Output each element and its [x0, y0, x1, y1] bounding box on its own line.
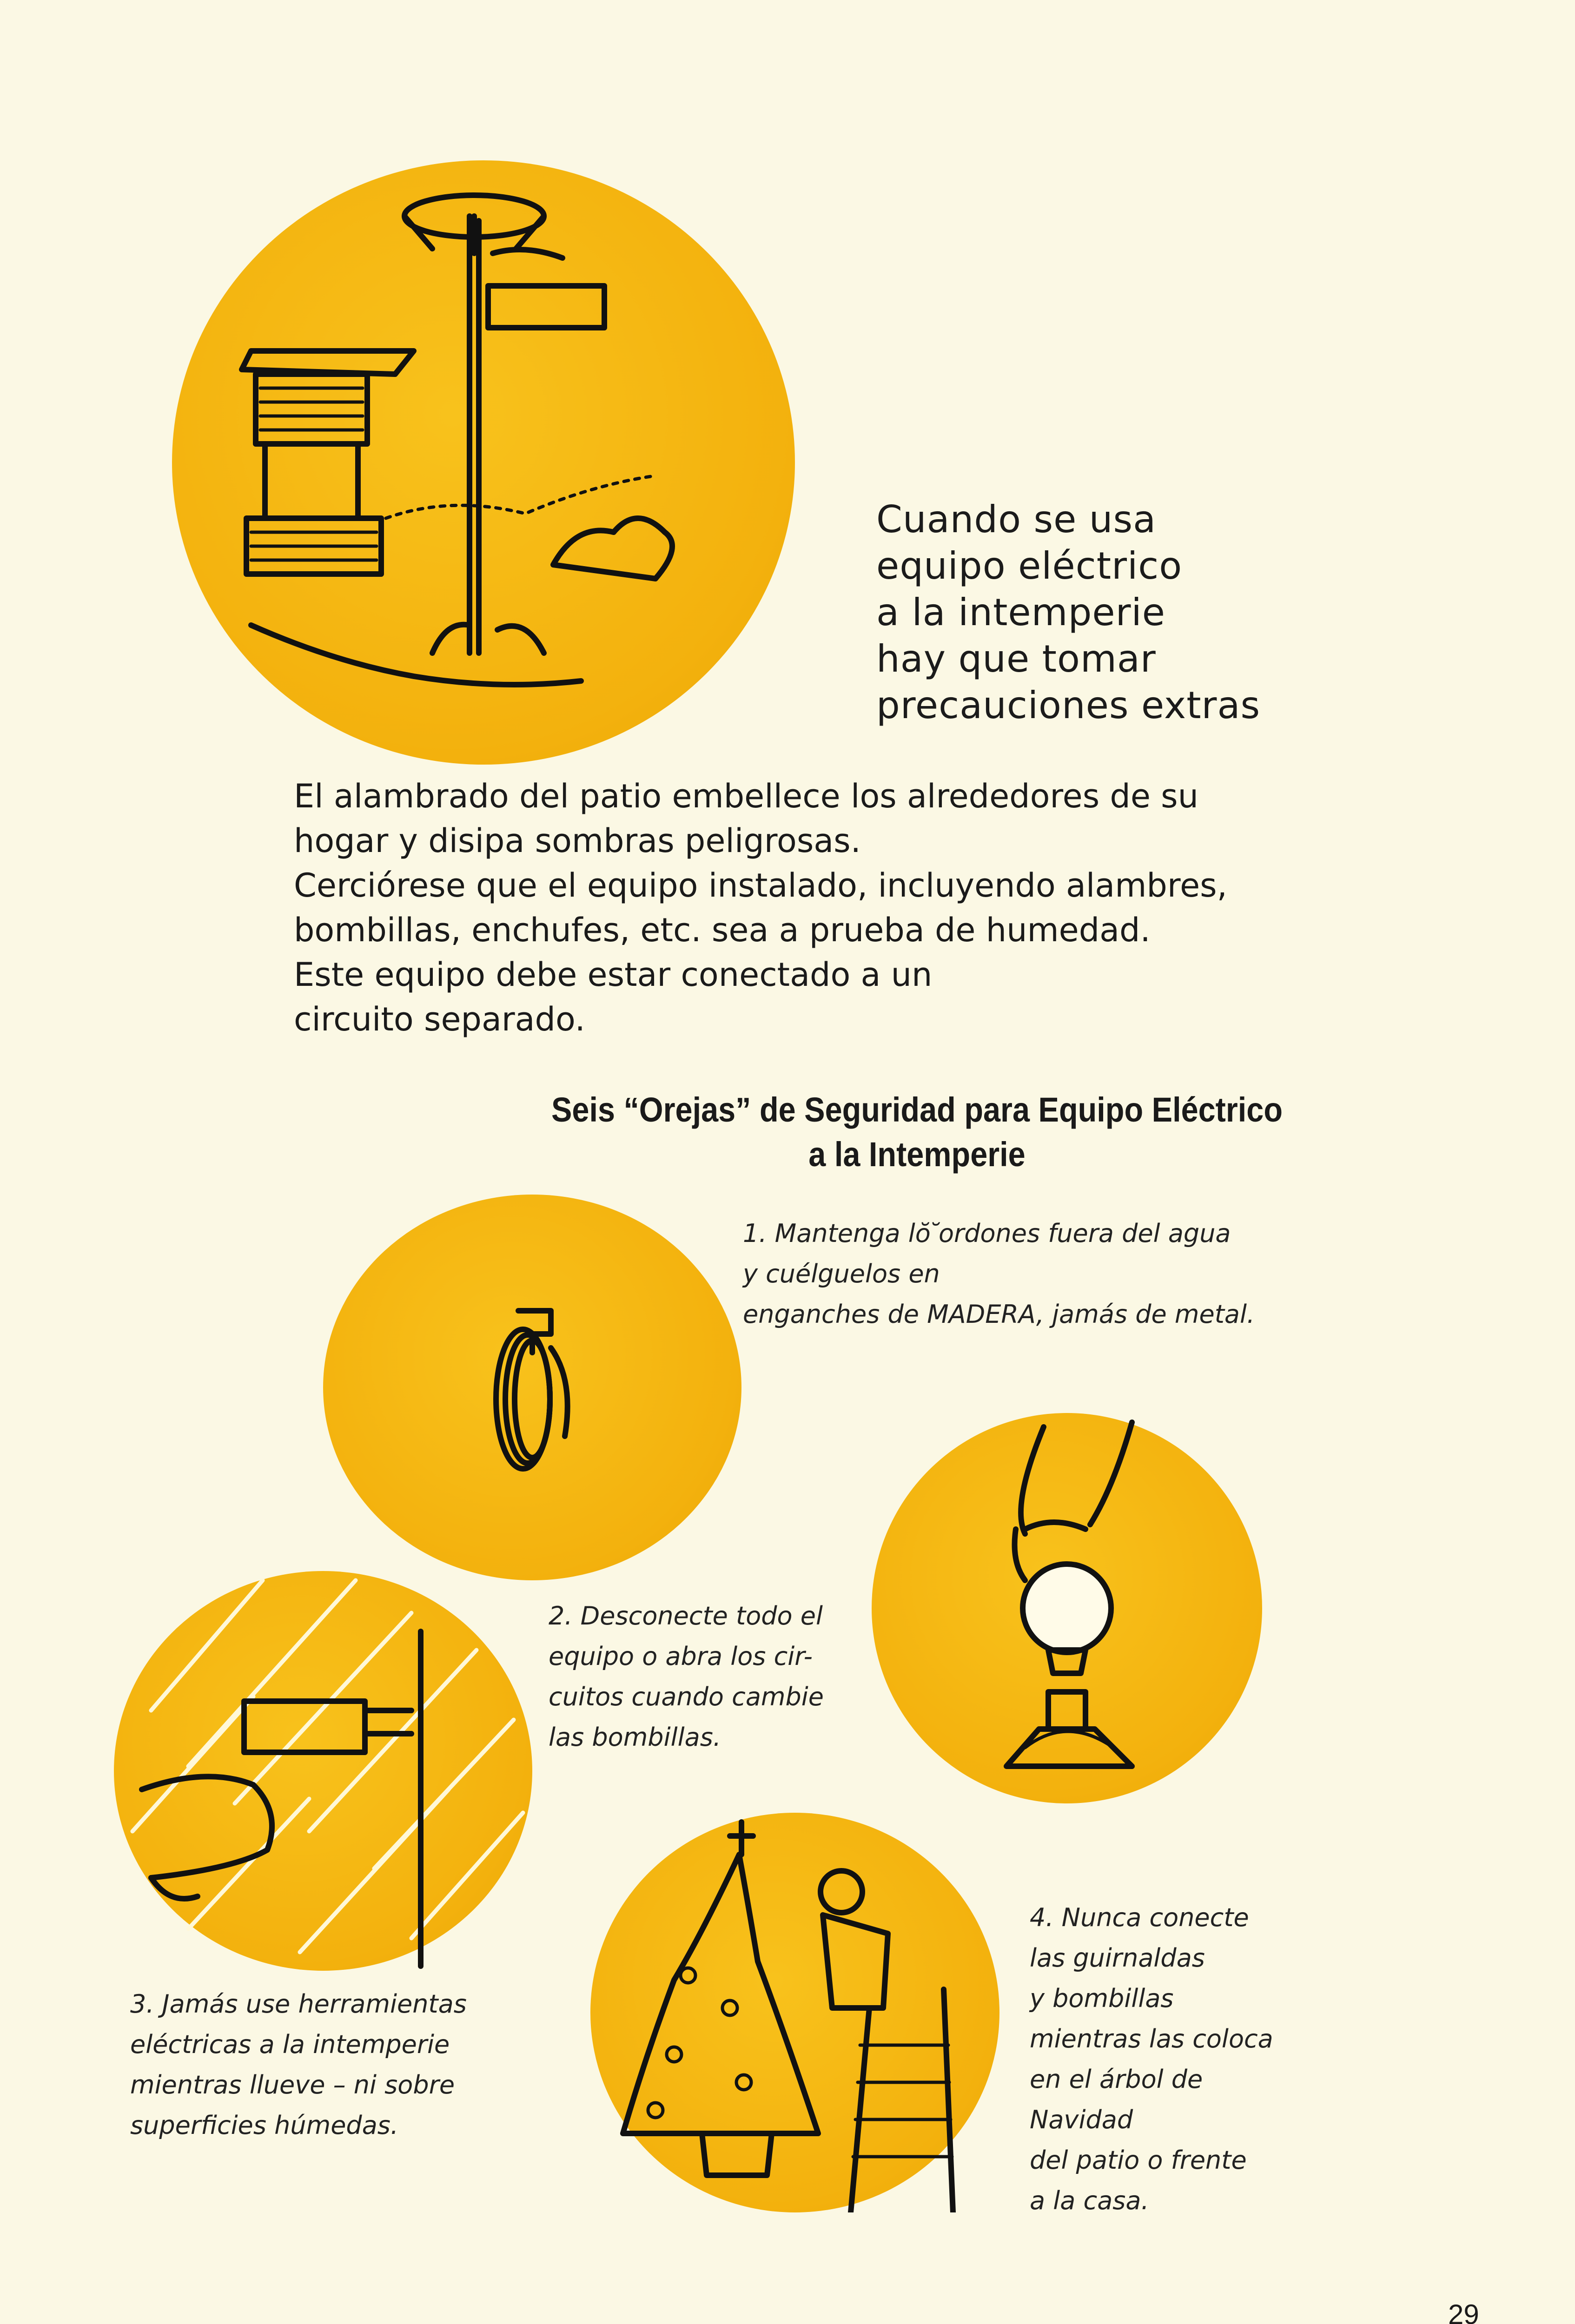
caption-line: eléctricas a la intemperie: [130, 2030, 450, 2059]
heading-line: equipo eléctrico: [876, 544, 1183, 588]
caption-line: 3. Jamás use herramientas: [130, 1989, 467, 2019]
tip-3-caption: [130, 1984, 467, 2146]
caption-line: 2. Desconecte todo el: [549, 1601, 823, 1631]
subheading-line: a la Intemperie: [808, 1135, 1026, 1174]
caption-line: equipo o abra los cir-: [549, 1642, 813, 1671]
page-number: 29: [1448, 2299, 1479, 2324]
christmas-tree-ladder-icon: [590, 1813, 999, 2212]
tip-2-caption: [549, 1596, 824, 1757]
caption-line: mientras llueve – ni sobre: [130, 2070, 455, 2100]
heading-line: Cuando se usa: [876, 498, 1157, 541]
caption-line: Navidad: [1030, 2105, 1133, 2134]
drill-in-rain-icon: [114, 1571, 532, 1971]
tip-1-caption: [743, 1213, 1255, 1334]
caption-line: enganches de MADERA, jamás de metal.: [743, 1300, 1255, 1329]
bulb-change-illustration: [872, 1413, 1262, 1803]
caption-line: cuitos cuando cambie: [549, 1682, 824, 1711]
heading-line: precauciones extras: [876, 684, 1261, 727]
caption-line: las bombillas.: [549, 1723, 721, 1752]
caption-line: del patio o frente: [1030, 2146, 1247, 2175]
caption-line: las guirnaldas: [1030, 1943, 1205, 1973]
body-line: Este equipo debe estar conectado a un: [294, 956, 933, 994]
intro-body: [294, 774, 1227, 1042]
intro-heading: [876, 496, 1260, 729]
body-line: hogar y disipa sombras peligrosas.: [294, 822, 861, 860]
subheading-line: Seis “Orejas” de Seguridad para Equipo Eléctrico: [551, 1090, 1283, 1129]
caption-line: mientras las coloca: [1030, 2024, 1273, 2053]
body-line: El alambrado del patio embellece los alrededores de su: [294, 777, 1199, 815]
caption-line: y cuélguelos en: [743, 1259, 940, 1288]
tip-4-caption: [1030, 1897, 1273, 2221]
coiled-cord-icon: [323, 1195, 741, 1580]
heading-line: hay que tomar: [876, 637, 1156, 680]
body-line: bombillas, enchufes, etc. sea a prueba de humedad.: [294, 911, 1151, 949]
caption-line: 1. Mantenga lŏ ̆ordones fuera del agua: [743, 1219, 1231, 1248]
caption-line: y bombillas: [1030, 1984, 1174, 2013]
caption-line: superficies húmedas.: [130, 2111, 399, 2140]
heading-line: a la intemperie: [876, 591, 1165, 634]
body-line: Cerciórese que el equipo instalado, incluyendo alambres,: [294, 866, 1227, 905]
lamp-post-icon: [172, 160, 795, 765]
caption-line: en el árbol de: [1030, 2065, 1203, 2094]
yard-lamp-illustration: [172, 160, 795, 765]
caption-line: a la casa.: [1030, 2186, 1149, 2215]
caption-line: 4. Nunca conecte: [1030, 1903, 1249, 1932]
light-bulb-icon: [872, 1413, 1262, 1803]
cord-hook-illustration: [323, 1195, 741, 1580]
power-tool-rain-illustration: [114, 1571, 532, 1971]
christmas-tree-illustration: [590, 1813, 999, 2212]
body-line: circuito separado.: [294, 1000, 585, 1038]
section-subheading: [509, 1088, 1325, 1177]
